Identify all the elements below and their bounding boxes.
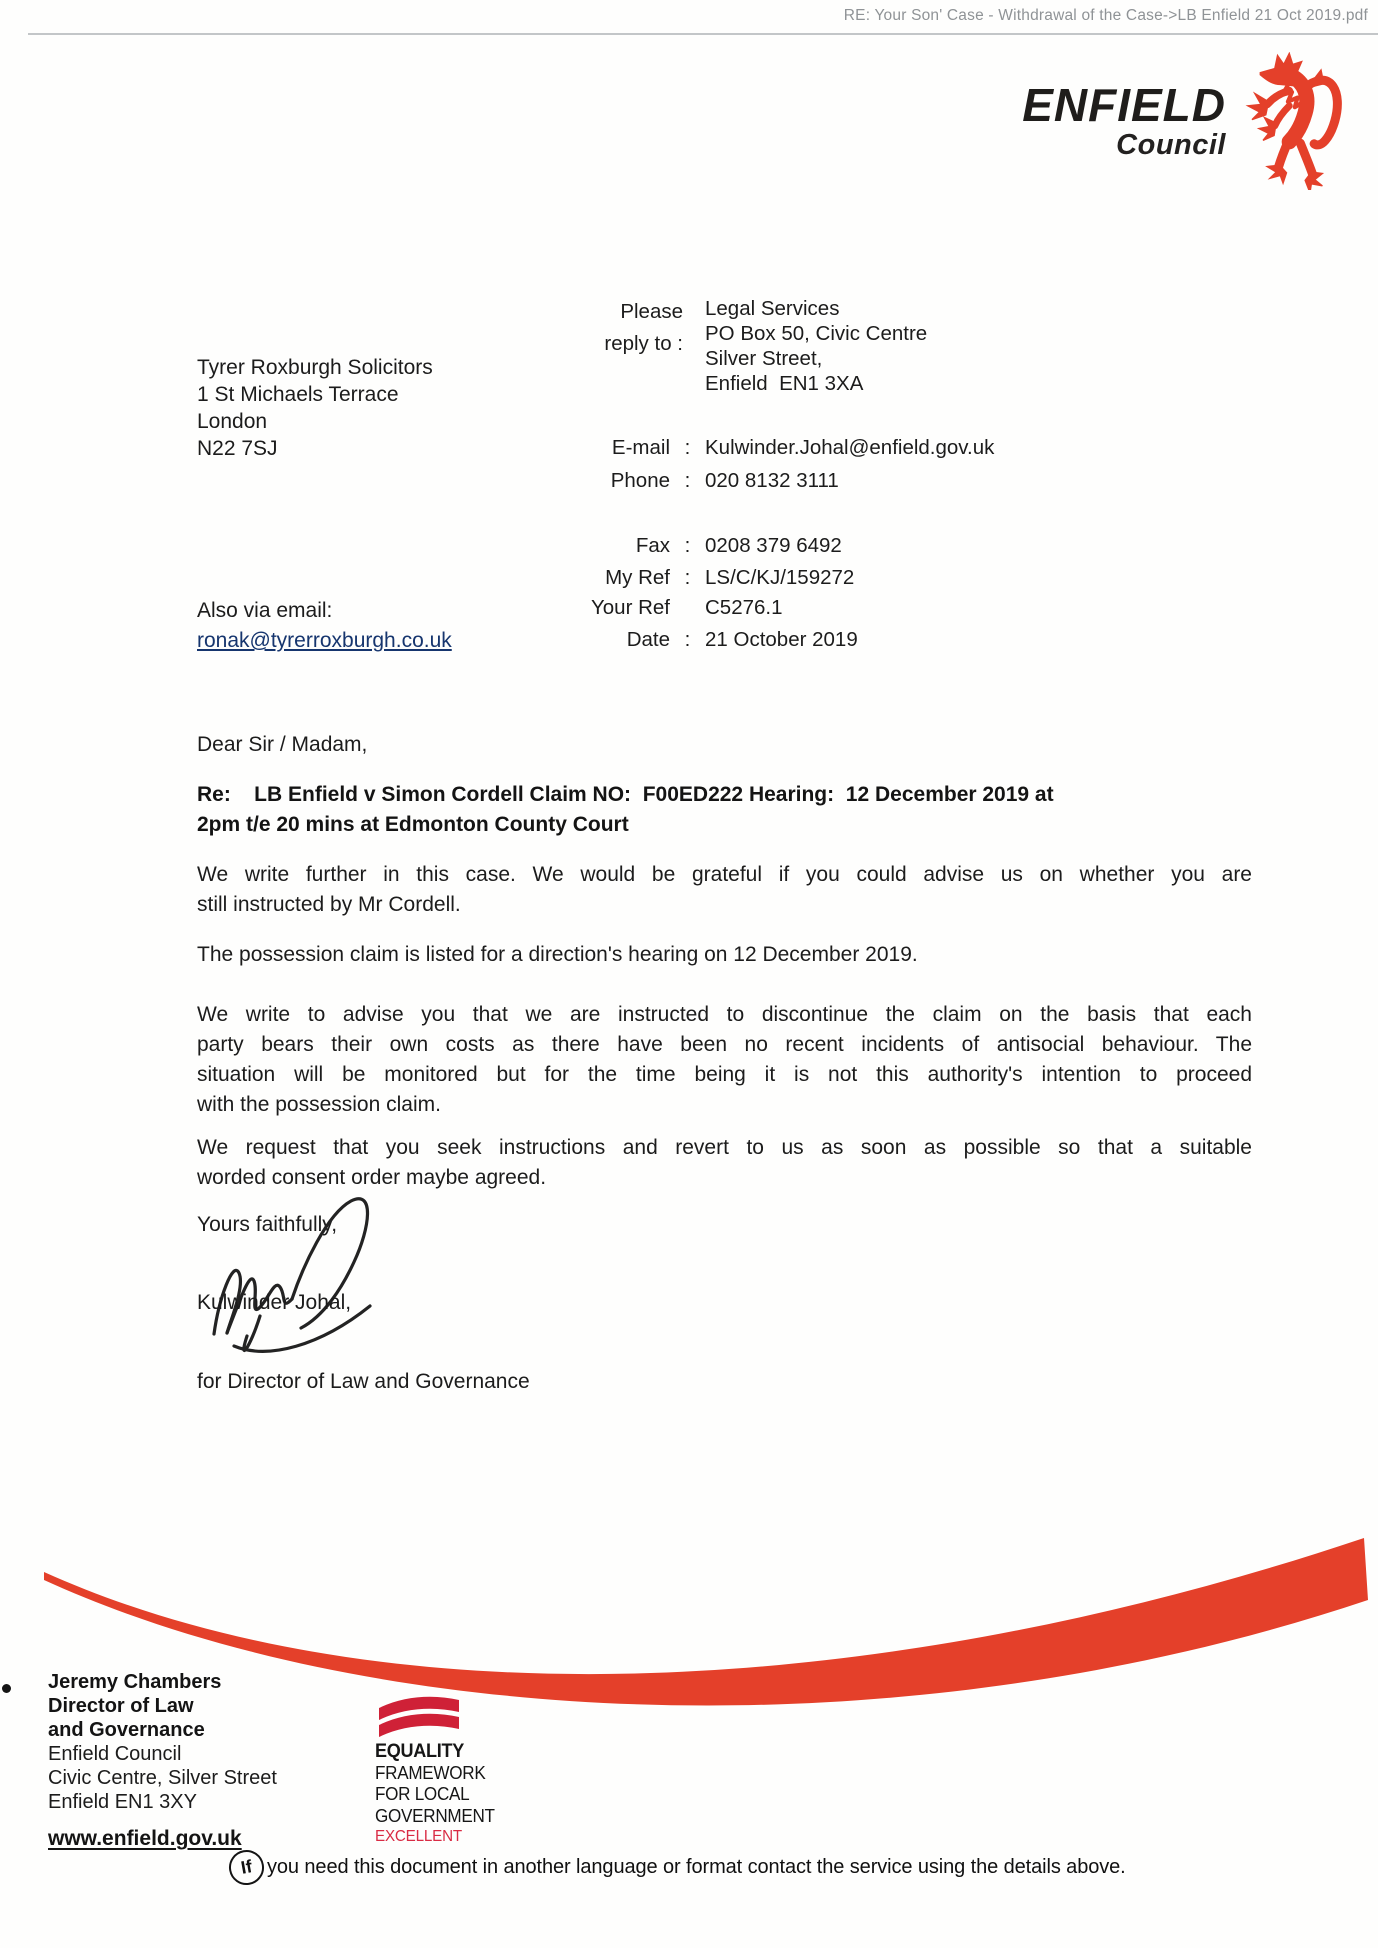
field-value: 020 8132 3111 xyxy=(705,469,839,492)
recipient-address: Tyrer Roxburgh Solicitors 1 St Michaels Terrace London N22 7SJ xyxy=(197,356,433,460)
closing: Yours faithfully, xyxy=(197,1213,338,1236)
field-label: Date xyxy=(626,628,670,651)
enfield-council-logo xyxy=(1022,52,1372,190)
signatory-name: Kulwinder Johal, xyxy=(197,1291,352,1314)
footer-address-lines: Enfield Council Civic Centre, Silver Street Enfield EN1 3XY xyxy=(48,1743,277,1813)
field-value: Kulwinder.Johal@enfield.gov.uk xyxy=(705,436,995,459)
field-value: C5276.1 xyxy=(705,596,783,619)
reply-field-date: Date : 21 October 2019 xyxy=(518,628,858,654)
field-value: 0208 379 6492 xyxy=(705,534,842,557)
footer-contact xyxy=(48,1670,277,1851)
field-value: LS/C/KJ/159272 xyxy=(705,566,855,589)
reply-to-address: Legal Services PO Box 50, Civic Centre Silver Street, Enfield EN1 3XA xyxy=(705,297,928,395)
circled-if-icon: If xyxy=(226,1847,267,1888)
language-note-text: you need this document in another language or format contact the service using the details above. xyxy=(267,1856,1126,1878)
footer-signatory-lines: Jeremy Chambers Director of Law and Governance xyxy=(48,1671,222,1741)
enfield-beast-icon xyxy=(1230,52,1372,190)
reply-to-label: Please reply to : xyxy=(604,300,683,355)
equality-rating: EXCELLENT xyxy=(375,1828,462,1845)
salutation: Dear Sir / Madam, xyxy=(197,733,368,756)
reply-field-phone: Phone : 020 8132 3111 xyxy=(518,469,839,495)
subject-heading: Re: LB Enfield v Simon Cordell Claim NO: F00ED222 Hearing: 12 December 2019 at 2pm t/e 20 mins at Edmonton County Court xyxy=(197,783,1054,836)
reply-field-email: E-mail : Kulwinder.Johal@enfield.gov.uk xyxy=(518,436,994,462)
paragraph-1: We write further in this case. We would be grateful if you could advise us on whether you are still instructed by Mr Cordell. xyxy=(197,863,1252,916)
paragraph-3: We write to advise you that we are instructed to discontinue the claim on the basis that each party bears their own costs as there have been no recent incidents of antisocial behaviour. The situation will be monitored but for the time being it is not this authority's intention to proceed with the possession claim. xyxy=(197,1003,1252,1116)
field-label: E-mail xyxy=(611,436,670,459)
scan-artifact-dot xyxy=(2,1684,11,1693)
signoff: for Director of Law and Governance xyxy=(197,1370,530,1393)
equality-stripes-icon xyxy=(377,1692,461,1738)
header-divider xyxy=(28,33,1378,35)
language-note xyxy=(229,1850,1126,1885)
window-title: RE: Your Son' Case - Withdrawal of the Case->LB Enfield 21 Oct 2019.pdf xyxy=(843,7,1368,24)
reply-field-fax: Fax : 0208 379 6492 xyxy=(518,534,842,560)
field-label: Your Ref xyxy=(590,596,670,619)
field-value: 21 October 2019 xyxy=(705,628,858,651)
field-label: My Ref xyxy=(605,566,670,589)
recipient-email-link[interactable]: ronak@tyrerroxburgh.co.uk xyxy=(197,629,452,652)
also-via-email-label: Also via email: xyxy=(197,599,333,622)
equality-framework-logo xyxy=(375,1692,501,1847)
reply-field-myref: My Ref : LS/C/KJ/159272 xyxy=(518,566,854,592)
paragraph-2: The possession claim is listed for a direction's hearing on 12 December 2019. xyxy=(197,943,918,966)
logo-title: ENFIELD xyxy=(1022,79,1226,131)
logo-subtitle: Council xyxy=(1116,129,1226,161)
paragraph-4: We request that you seek instructions and revert to us as soon as possible so that a suitable worded consent order maybe agreed. xyxy=(197,1136,1252,1189)
signature xyxy=(198,1188,413,1356)
equality-logo-text: EQUALITY FRAMEWORK FOR LOCAL GOVERNMENT xyxy=(375,1741,495,1826)
field-label: Phone xyxy=(610,469,670,492)
field-label: Fax xyxy=(635,534,670,557)
reply-field-yourref xyxy=(518,596,783,622)
website-link[interactable]: www.enfield.gov.uk xyxy=(48,1827,242,1850)
